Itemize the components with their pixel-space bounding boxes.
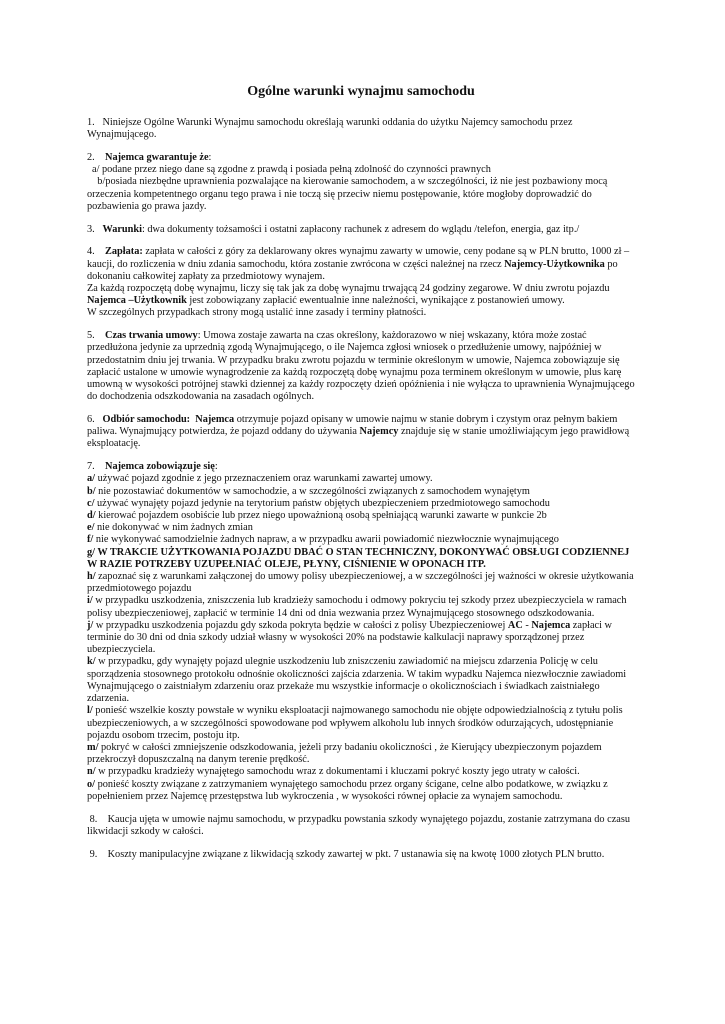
- clause-b-text: b/posiada niezbędne uprawnienia pozwalające na kierowanie samochodem, a w szczególności, iż nie jest pozbawiony mocą orzeczenia kompetentnego organu tego prawa i nie toczą się przeciw niemu postępowanie, które mogłoby doprowadzić do pozbawienia go prawa jazdy.: [87, 176, 608, 212]
- bold-term: Najemca: [531, 619, 571, 631]
- document-page: [87, 84, 635, 871]
- list-item-i: [87, 595, 635, 619]
- list-item-j: [87, 620, 635, 657]
- section-number: 1.: [87, 117, 95, 128]
- item-key: c/: [87, 497, 95, 509]
- section-text: : dwa dokumenty tożsamości i ostatni zapłacony rachunek z adresem do wglądu /telefon, energia, gaz itp./: [141, 223, 580, 235]
- list-item-a: [87, 473, 635, 485]
- clause-a: a/ podane przez niego dane są zgodne z prawdą i posiada pełną zdolność do czynności prawnych: [92, 164, 491, 176]
- section-heading: Zapłata:: [105, 246, 143, 258]
- list-item-n: [87, 766, 635, 778]
- section-text: znajduje się w stanie umożliwiającym jego prawidłową eksploatację.: [87, 426, 630, 450]
- item-text: ponieść wszelkie koszty powstałe w wyniku eksploatacji najmowanego samochodu nie objęte odpowiedzialnością z tytułu polis ubezpieczeniowych, a w szczególności spowodowane pod wpływem alkoholu lub innych środków odurzających, udostępnianie pojazdu osobom trzecim, postoju itp.: [87, 705, 623, 741]
- item-text: nie wykonywać samodzielnie żadnych napraw, a w przypadku awarii powiadomić niezwłocznie wynajmującego: [93, 534, 559, 546]
- bold-term: Najemca –Użytkownik: [87, 295, 187, 307]
- section-number: 4.: [87, 246, 95, 258]
- item-text: -: [522, 619, 532, 631]
- section-number: 5.: [87, 330, 95, 342]
- section-number: 6.: [87, 414, 95, 426]
- item-key: n/: [87, 766, 96, 778]
- section-heading-line: [87, 152, 635, 164]
- item-key: o/: [87, 778, 96, 790]
- section-8: [87, 814, 635, 838]
- list-item-l: [87, 705, 635, 742]
- section-text: W szczególnych przypadkach strony mogą ustalić inne zasady i terminy płatności.: [87, 307, 427, 319]
- item-text: w przypadku, gdy wynajęty pojazd ulegnie uszkodzeniu lub zniszczeniu zawiadomić na miejscu zdarzenia Policję w celu sporządzenia stosownego protokołu odnośnie okoliczności zajścia zdarzenia. W takim wypadku Najemca niezwłocznie zawiadomi Wynajmującego o zaistniałym zdarzeniu oraz przekaże mu wszystkie informacje o okolicznościach i świadkach zaistniałego zdarzenia.: [87, 656, 627, 705]
- bold-term: AC: [507, 619, 523, 631]
- section-text: Niniejsze Ogólne Warunki Wynajmu samochodu określają warunki oddania do użytku Najemcy samochodu przez Wynajmującego.: [87, 117, 573, 141]
- item-key: d/: [87, 510, 96, 522]
- section-number: 3.: [87, 223, 95, 235]
- bold-term: Najemcy: [359, 426, 399, 438]
- section-text: Koszty manipulacyjne związane z likwidacją szkody zawartej w pkt. 7 ustanawia się na kwotę 1000 złotych PLN brutto.: [107, 848, 605, 860]
- item-text: w przypadku uszkodzenia, zniszczenia lub kradzieży samochodu i odmowy pokryciu tej szkody przez ubezpieczyciela w ramach polisy ubezpieczeniowej, zapłacić w terminie 14 dni od dnia wezwania przez Wynajmującego stosownego odszkodowania.: [87, 595, 627, 619]
- section-number: 2.: [87, 152, 95, 163]
- section-text: Za każdą rozpoczętą dobę wynajmu, liczy się tak jak za dobę wynajmu trwającą 24 godziny zegarowe. W dniu zwrotu pojazdu: [87, 283, 610, 295]
- item-text: nie dokonywać w nim żadnych zmian: [94, 522, 253, 534]
- bold-term: Najemca: [195, 414, 235, 426]
- item-key: a/: [87, 473, 96, 485]
- item-text: w przypadku kradzieży wynajętego samochodu wraz z dokumentami i kluczami pokryć koszty jego utraty w całości.: [95, 766, 580, 778]
- clause-b: [87, 176, 635, 213]
- section-number: 7.: [87, 461, 95, 473]
- list-item-k: [87, 656, 635, 705]
- item-key: b/: [87, 485, 96, 497]
- item-key: g/: [87, 546, 96, 558]
- section-7: [87, 461, 635, 803]
- list-item-m: [87, 742, 635, 766]
- list-item-g: [87, 547, 635, 571]
- item-key: m/: [87, 741, 99, 753]
- section-3: [87, 224, 635, 236]
- item-text: zapoznać się z warunkami załączonej do umowy polisy ubezpieczeniowej, a w szczególności jej ważności w okresie użytkowania przedmiotowego pojazdu: [87, 571, 634, 595]
- section-text: : Umowa zostaje zawarta na czas określony, każdorazowo w niej wskazany, która może zostać przedłużona jedynie za uprzednią zgodą Wynajmującego, o ile Najemca zgłosi wniosek o przedłużenie umowy, najpóźniej w przedostatnim dniu jej trwania. W przypadku braku zwrotu pojazdu w terminie określonym w umowie, Najemca zobowiązuje się zapłacić ustalone w umowie wynagrodzenie za każdą rozpoczętą dobę wynajmu poza terminem określonym w umowie, plus karę umowną w wysokości potrójnej stawki dziennej za każdy rozpoczęty dzień opóźnienia i nie wyłącza to uprawnienia Wynajmującego do dochodzenia odszkodowania na zasadach ogólnych.: [87, 330, 635, 403]
- list-item-h: [87, 571, 635, 595]
- section-text: zapłata w całości z góry za deklarowany okres wynajmu zawarty w umowie, ceny podane są w PLN brutto, 1000 zł – kaucji, do rozliczenia w dniu zdania samochodu, która zostanie zwrócona w części należnej na rzecz: [87, 246, 630, 270]
- section-4: [87, 246, 635, 319]
- item-text: W TRAKCIE UŻYTKOWANIA POJAZDU DBAĆ O STAN TECHNICZNY, DOKONYWAĆ OBSŁUGI CODZIENNEJ W RAZIE POTRZEBY UZUPEŁNIAĆ OLEJE, PŁYNY, CIŚNIENIE W OPONACH ITP.: [87, 546, 630, 570]
- section-number: 8.: [89, 813, 98, 825]
- section-1: [87, 117, 635, 141]
- section-text: Kaucja ujęta w umowie najmu samochodu, w przypadku powstania szkody wynajętego pojazdu, zostanie zatrzymana do czasu likwidacji szkody w całości.: [87, 813, 631, 837]
- section-text: otrzymuje pojazd opisany w umowie najmu w stanie dobrym i czystym oraz pełnym bakiem paliwa. Wynajmujący potwierdza, że pojazd oddany do używania: [87, 414, 618, 438]
- section-heading: Najemca gwarantuje że: [105, 152, 209, 163]
- list-item-o: [87, 779, 635, 803]
- item-key: e/: [87, 522, 95, 534]
- item-key: j/: [87, 619, 94, 631]
- section-heading: Warunki: [102, 223, 142, 235]
- section-number: 9.: [89, 848, 98, 860]
- list-item-e: [87, 522, 635, 534]
- item-key: f/: [87, 534, 94, 546]
- section-6: [87, 414, 635, 451]
- list-item-b: [87, 486, 635, 498]
- item-text: w przypadku uszkodzenia pojazdu gdy szkoda pokryta będzie w całości z polisy Ubezpieczeniowej: [93, 619, 508, 631]
- list-item-c: [87, 498, 635, 510]
- list-item-f: [87, 534, 635, 546]
- section-9: [87, 849, 635, 861]
- item-text: pokryć w całości zmniejszenie odszkodowania, jeżeli przy badaniu okoliczności , że Kierujący ubezpieczonym pojazdem przekroczył dopuszczalną na danym terenie prędkość.: [87, 741, 602, 766]
- document-title: Ogólne warunki wynajmu samochodu: [247, 84, 475, 99]
- item-key: k/: [87, 656, 96, 668]
- bold-term: Najemcy-Użytkownika: [504, 258, 605, 270]
- item-text: używać pojazd zgodnie z jego przeznaczeniem oraz warunkami zawartej umowy.: [95, 473, 433, 485]
- item-text: zapłaci w terminie do 30 dni od dnia szkody udział własny w wysokości 20% na podstawie kalkulacji naprawy sporządzonej przez ubezpieczyciela.: [87, 619, 612, 656]
- item-key: h/: [87, 571, 96, 583]
- section-heading: Odbiór samochodu:: [102, 414, 191, 426]
- section-text: jest zobowiązany zapłacić ewentualnie inne należności, wynikające z postanowień umowy.: [186, 295, 565, 307]
- section-heading: Czas trwania umowy: [105, 330, 198, 342]
- list-item-d: [87, 510, 635, 522]
- section-heading: Najemca zobowiązuje się: [105, 461, 215, 473]
- item-key: i/: [87, 595, 93, 607]
- item-text: używać wynajęty pojazd jedynie na terytorium państw objętych ubezpieczeniem przedmiotowego samochodu: [94, 497, 550, 509]
- section-text: po dokonaniu całkowitej zapłaty za przedmiotowy wynajem.: [87, 258, 618, 282]
- item-text: kierować pojazdem osobiście lub przez niego upoważnioną osobą spełniającą warunki zawarte w punkcie 2b: [95, 510, 547, 522]
- heading-colon: :: [208, 152, 212, 163]
- heading-colon: :: [214, 461, 218, 473]
- section-5: [87, 330, 635, 403]
- item-text: nie pozostawiać dokumentów w samochodzie, a w szczególności związanych z samochodem wynajętym: [95, 485, 530, 497]
- item-key: l/: [87, 705, 93, 717]
- section-heading-line: [87, 461, 635, 473]
- item-text: ponieść koszty związane z zatrzymaniem wynajętego samochodu przez organy ścigane, celne albo podatkowe, w związku z popełnieniem przez Najemcę przestępstwa lub wykroczenia , w wysokości równej opłacie za wynajem samochodu.: [87, 778, 608, 802]
- section-2: [87, 152, 635, 213]
